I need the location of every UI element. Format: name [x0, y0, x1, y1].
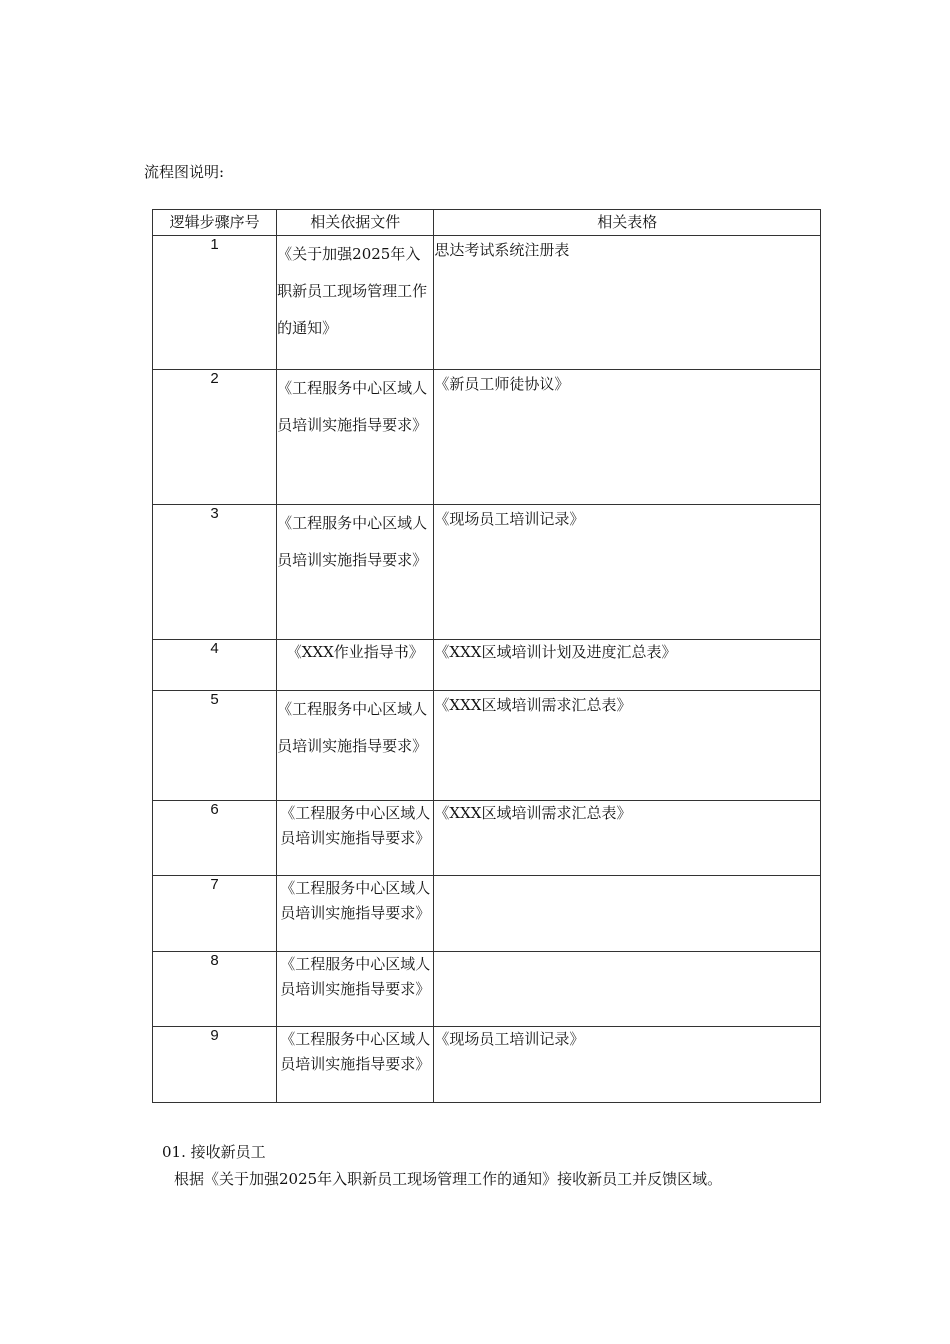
header-step-number: 逻辑步骤序号 — [153, 210, 277, 236]
step-number: 5 — [153, 691, 277, 801]
related-form — [434, 952, 821, 1027]
step-number: 4 — [153, 640, 277, 691]
step-number: 9 — [153, 1027, 277, 1103]
table-row — [153, 876, 821, 952]
step-number: 3 — [153, 505, 277, 640]
step-number: 8 — [153, 952, 277, 1027]
related-form: 《新员工师徒协议》 — [434, 370, 821, 505]
reference-document: 《工程服务中心区域人员培训实施指导要求》 — [277, 952, 434, 1027]
reference-document: 《工程服务中心区域人员培训实施指导要求》 — [277, 370, 434, 505]
step-number: 7 — [153, 876, 277, 952]
related-form: 思达考试系统注册表 — [434, 236, 821, 370]
table-row — [153, 952, 821, 1027]
table-row — [153, 640, 821, 691]
related-form: 《现场员工培训记录》 — [434, 1027, 821, 1103]
process-steps-table — [152, 209, 821, 1103]
table-row — [153, 1027, 821, 1103]
section-title: 01. 接收新员工 — [162, 1143, 266, 1161]
header-related-form: 相关表格 — [434, 210, 821, 236]
reference-document: 《工程服务中心区域人员培训实施指导要求》 — [277, 876, 434, 952]
flowchart-description-label: 流程图说明: — [144, 163, 225, 181]
table-row — [153, 691, 821, 801]
reference-document: 《关于加强2025年入职新员工现场管理工作的通知》 — [277, 236, 434, 370]
reference-document: 《工程服务中心区域人员培训实施指导要求》 — [277, 801, 434, 876]
table-row — [153, 370, 821, 505]
table-header-row — [153, 210, 821, 236]
related-form: 《XXX区域培训计划及进度汇总表》 — [434, 640, 821, 691]
reference-document: 《工程服务中心区域人员培训实施指导要求》 — [277, 1027, 434, 1103]
header-reference-document: 相关依据文件 — [277, 210, 434, 236]
step-number: 1 — [153, 236, 277, 370]
step-number: 2 — [153, 370, 277, 505]
section-body: 根据《关于加强2025年入职新员工现场管理工作的通知》接收新员工并反馈区域。 — [174, 1170, 723, 1188]
related-form — [434, 876, 821, 952]
step-number: 6 — [153, 801, 277, 876]
reference-document: 《工程服务中心区域人员培训实施指导要求》 — [277, 691, 434, 801]
table-row — [153, 801, 821, 876]
reference-document: 《工程服务中心区域人员培训实施指导要求》 — [277, 505, 434, 640]
table-row — [153, 236, 821, 370]
related-form: 《现场员工培训记录》 — [434, 505, 821, 640]
reference-document: 《XXX作业指导书》 — [277, 640, 434, 691]
related-form: 《XXX区域培训需求汇总表》 — [434, 801, 821, 876]
related-form: 《XXX区域培训需求汇总表》 — [434, 691, 821, 801]
table-row — [153, 505, 821, 640]
